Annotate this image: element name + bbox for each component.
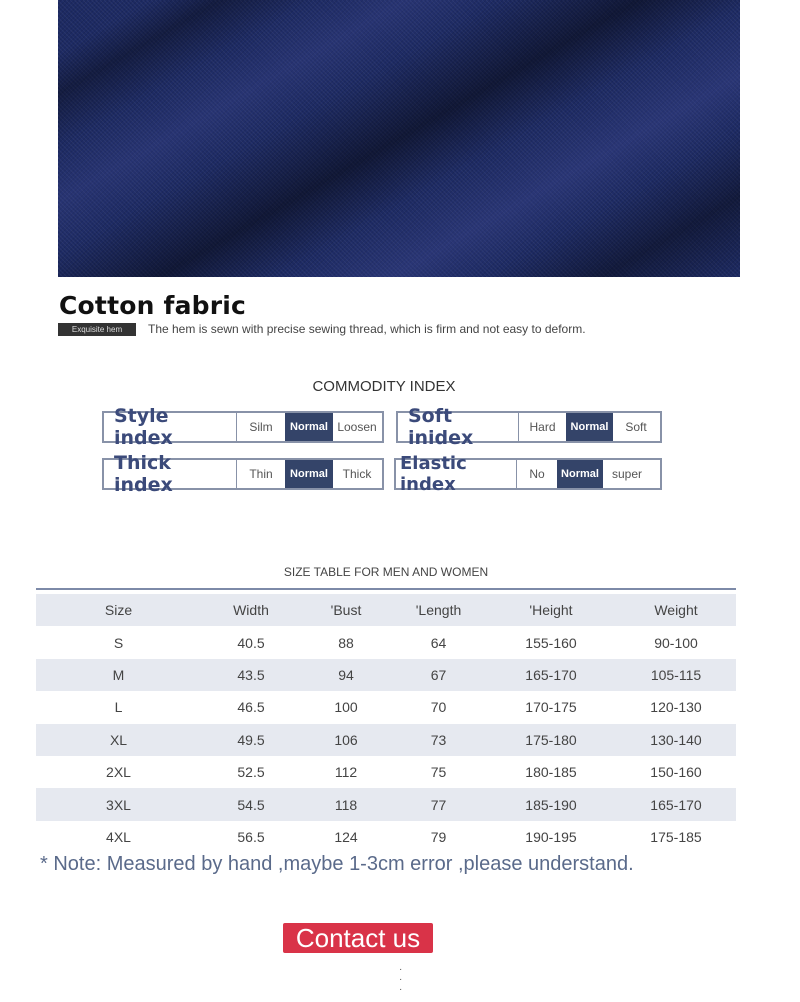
cell-weight: 150-160 — [650, 764, 702, 781]
style-index-option-normal: Normal — [285, 413, 333, 441]
style-index-option-loosen: Loosen — [337, 420, 377, 434]
style-index-box — [102, 405, 384, 449]
table-row — [36, 691, 736, 723]
soft-index-option-normal: Normal — [566, 413, 613, 441]
cell-size: 3XL — [106, 796, 131, 813]
cell-length: 75 — [430, 764, 447, 781]
cell-weight: 120-130 — [650, 699, 702, 716]
cell-height: 155-160 — [525, 634, 577, 651]
table-row — [36, 724, 736, 756]
cell-weight: 165-170 — [650, 796, 702, 813]
cell-width: 40.5 — [237, 634, 265, 651]
cell-height: 190-195 — [525, 828, 577, 845]
cell-bust: 118 — [334, 796, 358, 813]
measurement-note: * Note: Measured by hand ,maybe 1-3cm error ,please understand. — [40, 853, 634, 875]
cell-bust: 100 — [334, 699, 358, 716]
thick-index-label: Thick index — [104, 460, 237, 488]
cell-size: S — [113, 634, 124, 651]
header-bust: 'Bust — [330, 602, 362, 619]
commodity-index-title: COMMODITY INDEX — [312, 378, 456, 395]
thick-index-box — [102, 452, 384, 496]
elastic-index-option-no: No — [529, 467, 545, 481]
soft-index-box — [396, 405, 662, 449]
soft-index-option-hard: Hard — [529, 420, 556, 434]
cell-length: 73 — [430, 731, 447, 748]
table-row — [36, 659, 736, 691]
scroll-dots-icon: · · · — [399, 964, 403, 995]
fabric-photo — [58, 0, 740, 277]
cell-bust: 94 — [338, 666, 354, 683]
cell-weight: 175-185 — [650, 828, 702, 845]
cell-height: 165-170 — [525, 666, 577, 683]
table-row — [36, 626, 736, 658]
cell-width: 43.5 — [237, 666, 265, 683]
style-index-label: Style index — [104, 413, 237, 441]
table-row — [36, 756, 736, 788]
elastic-index-option-super: super — [611, 467, 643, 481]
cell-height: 170-175 — [525, 699, 577, 716]
thick-index-option-thick: Thick — [342, 467, 372, 481]
header-height: 'Height — [529, 602, 573, 619]
cell-size: 4XL — [106, 828, 131, 845]
cell-length: 64 — [430, 634, 447, 651]
cell-size: XL — [109, 731, 128, 748]
header-weight: Weight — [654, 602, 698, 619]
cell-width: 54.5 — [237, 796, 265, 813]
size-table-header — [36, 594, 736, 626]
cell-height: 180-185 — [525, 764, 577, 781]
cell-height: 185-190 — [525, 796, 577, 813]
header-size: Size — [104, 602, 133, 619]
table-row — [36, 788, 736, 820]
hem-description: The hem is sewn with precise sewing thread, which is firm and not easy to deform. — [148, 322, 586, 336]
cell-width: 46.5 — [237, 699, 265, 716]
page-title: Cotton fabric — [59, 291, 247, 320]
header-width: Width — [233, 602, 269, 619]
elastic-index-option-normal: Normal — [557, 460, 603, 488]
elastic-index-label: Elastic index — [396, 460, 517, 488]
style-index-option-slim: Silm — [249, 420, 273, 434]
cell-weight: 130-140 — [650, 731, 702, 748]
header-length: 'Length — [415, 602, 462, 619]
cell-bust: 106 — [334, 731, 358, 748]
cell-width: 52.5 — [237, 764, 265, 781]
cell-length: 79 — [430, 828, 447, 845]
thick-index-option-thin: Thin — [249, 467, 273, 481]
cell-bust: 124 — [334, 828, 358, 845]
cell-size: L — [114, 699, 123, 716]
elastic-index-box — [394, 453, 662, 495]
contact-us-button[interactable]: Contact us — [283, 923, 433, 953]
size-table — [36, 594, 736, 853]
cell-size: M — [112, 666, 125, 683]
cell-weight: 105-115 — [650, 666, 702, 683]
cell-width: 49.5 — [237, 731, 265, 748]
soft-index-label: Soft inidex — [398, 413, 519, 441]
cell-size: 2XL — [106, 764, 131, 781]
hem-tag: Exquisite hem — [58, 323, 136, 336]
cell-height: 175-180 — [525, 731, 577, 748]
cell-length: 67 — [430, 666, 447, 683]
size-table-title: SIZE TABLE FOR MEN AND WOMEN — [283, 565, 489, 579]
cell-width: 56.5 — [237, 828, 265, 845]
table-row — [36, 821, 736, 853]
size-table-divider — [36, 588, 736, 590]
cell-bust: 88 — [338, 634, 354, 651]
cell-bust: 112 — [334, 764, 358, 781]
thick-index-option-normal: Normal — [285, 460, 333, 488]
cell-length: 70 — [430, 699, 447, 716]
cell-length: 77 — [430, 796, 447, 813]
soft-index-option-soft: Soft — [625, 420, 647, 434]
cell-weight: 90-100 — [654, 634, 698, 651]
